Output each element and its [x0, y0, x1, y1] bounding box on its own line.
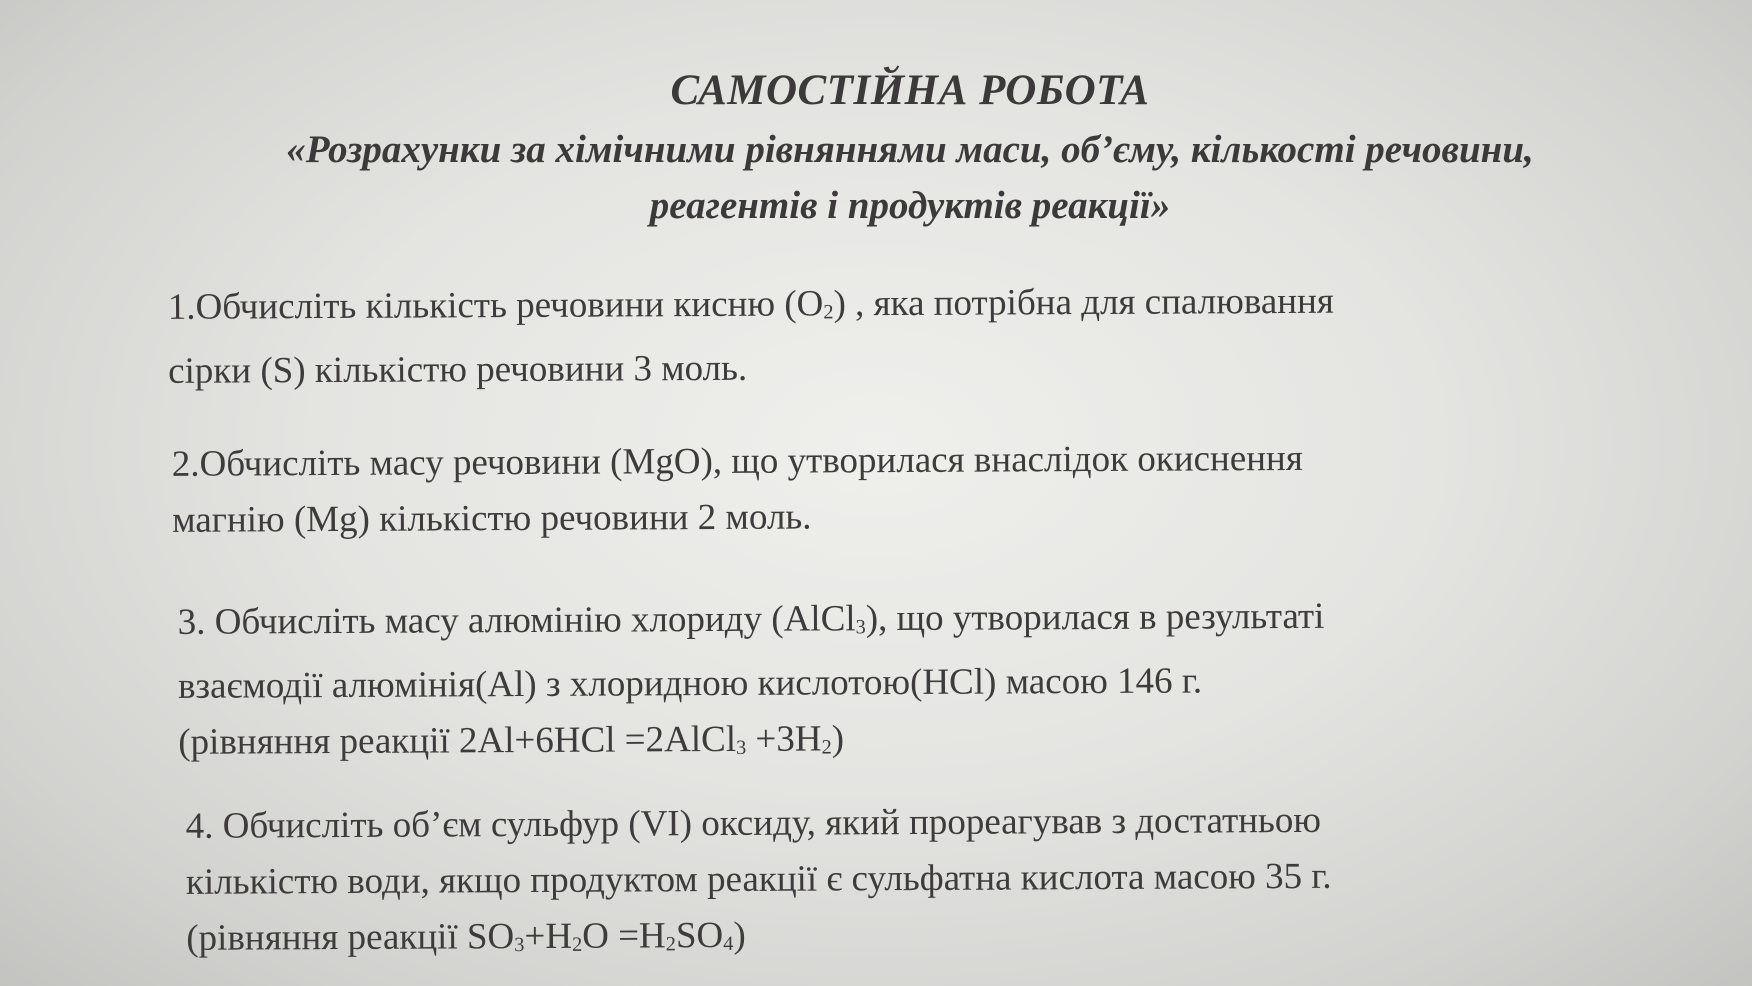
subscript: 3 [514, 934, 525, 957]
task-4-equation [186, 903, 1646, 975]
task-1-line-2: сірки (S) кількістю речовини 3 моль. [168, 347, 748, 392]
equation-text: +H [524, 915, 573, 958]
subscript: 2 [823, 301, 834, 324]
task-3-equation [178, 707, 1638, 779]
subscript: 4 [723, 933, 734, 956]
subscript: 3 [855, 616, 866, 639]
task-4-line-1: 4. Обчисліть об’єм сульфур (VI) оксиду, який прореагував з достатньою [185, 799, 1322, 847]
task-1-text: 1.Обчисліть кількість речовини кисню (O [167, 283, 824, 328]
task-4-line-2: кількістю води, якщо продуктом реакції є сульфатна кислота масою 35 г. [185, 855, 1332, 903]
task-3-text-cont: ), що утворилася в результаті [865, 595, 1325, 640]
subtitle-line-1: «Розрахунки за хімічними рівняннями маси, об’єму, кількості речовини, [286, 128, 1534, 171]
document-title: САМОСТІЙНА РОБОТА [670, 67, 1150, 114]
task-2 [172, 429, 1633, 549]
task-2-line-2: магнію (Mg) кількістю речовини 2 моль. [172, 496, 812, 541]
equation-text: ) [733, 914, 746, 956]
subtitle-line-2: реагентів і продуктів реакції» [649, 184, 1171, 227]
task-3-line-1 [178, 587, 1638, 659]
equation-text: ) [831, 718, 845, 760]
subscript: 3 [736, 736, 747, 759]
equation-text: +3H [746, 718, 822, 760]
equation-text: (рівняння реакції SO [186, 916, 515, 959]
task-3 [178, 587, 1639, 779]
task-1-text-cont: ) , яка потрібна для спалювання [833, 280, 1334, 325]
task-2-line-1: 2.Обчисліть масу речовини (MgO), що утворилася внаслідок окиснення [171, 437, 1303, 485]
task-4 [186, 791, 1647, 975]
subscript: 2 [571, 933, 583, 956]
equation-text: SO [675, 915, 724, 957]
task-3-text: 3. Обчисліть масу алюмінію хлориду (AlCl [177, 598, 856, 643]
subscript: 2 [821, 736, 832, 759]
task-3-line-2: взаємодії алюмінія(Al) з хлоридною кислотою(HCl) масою 146 г. [177, 660, 1203, 707]
document-subtitle [160, 122, 1660, 234]
subscript: 2 [665, 933, 677, 956]
task-1-line-1 [168, 272, 1628, 344]
task-1 [168, 272, 1629, 400]
equation-text: O =H [582, 915, 666, 957]
equation-text: (рівняння реакції 2Al+6HCl =2AlCl [178, 718, 737, 763]
